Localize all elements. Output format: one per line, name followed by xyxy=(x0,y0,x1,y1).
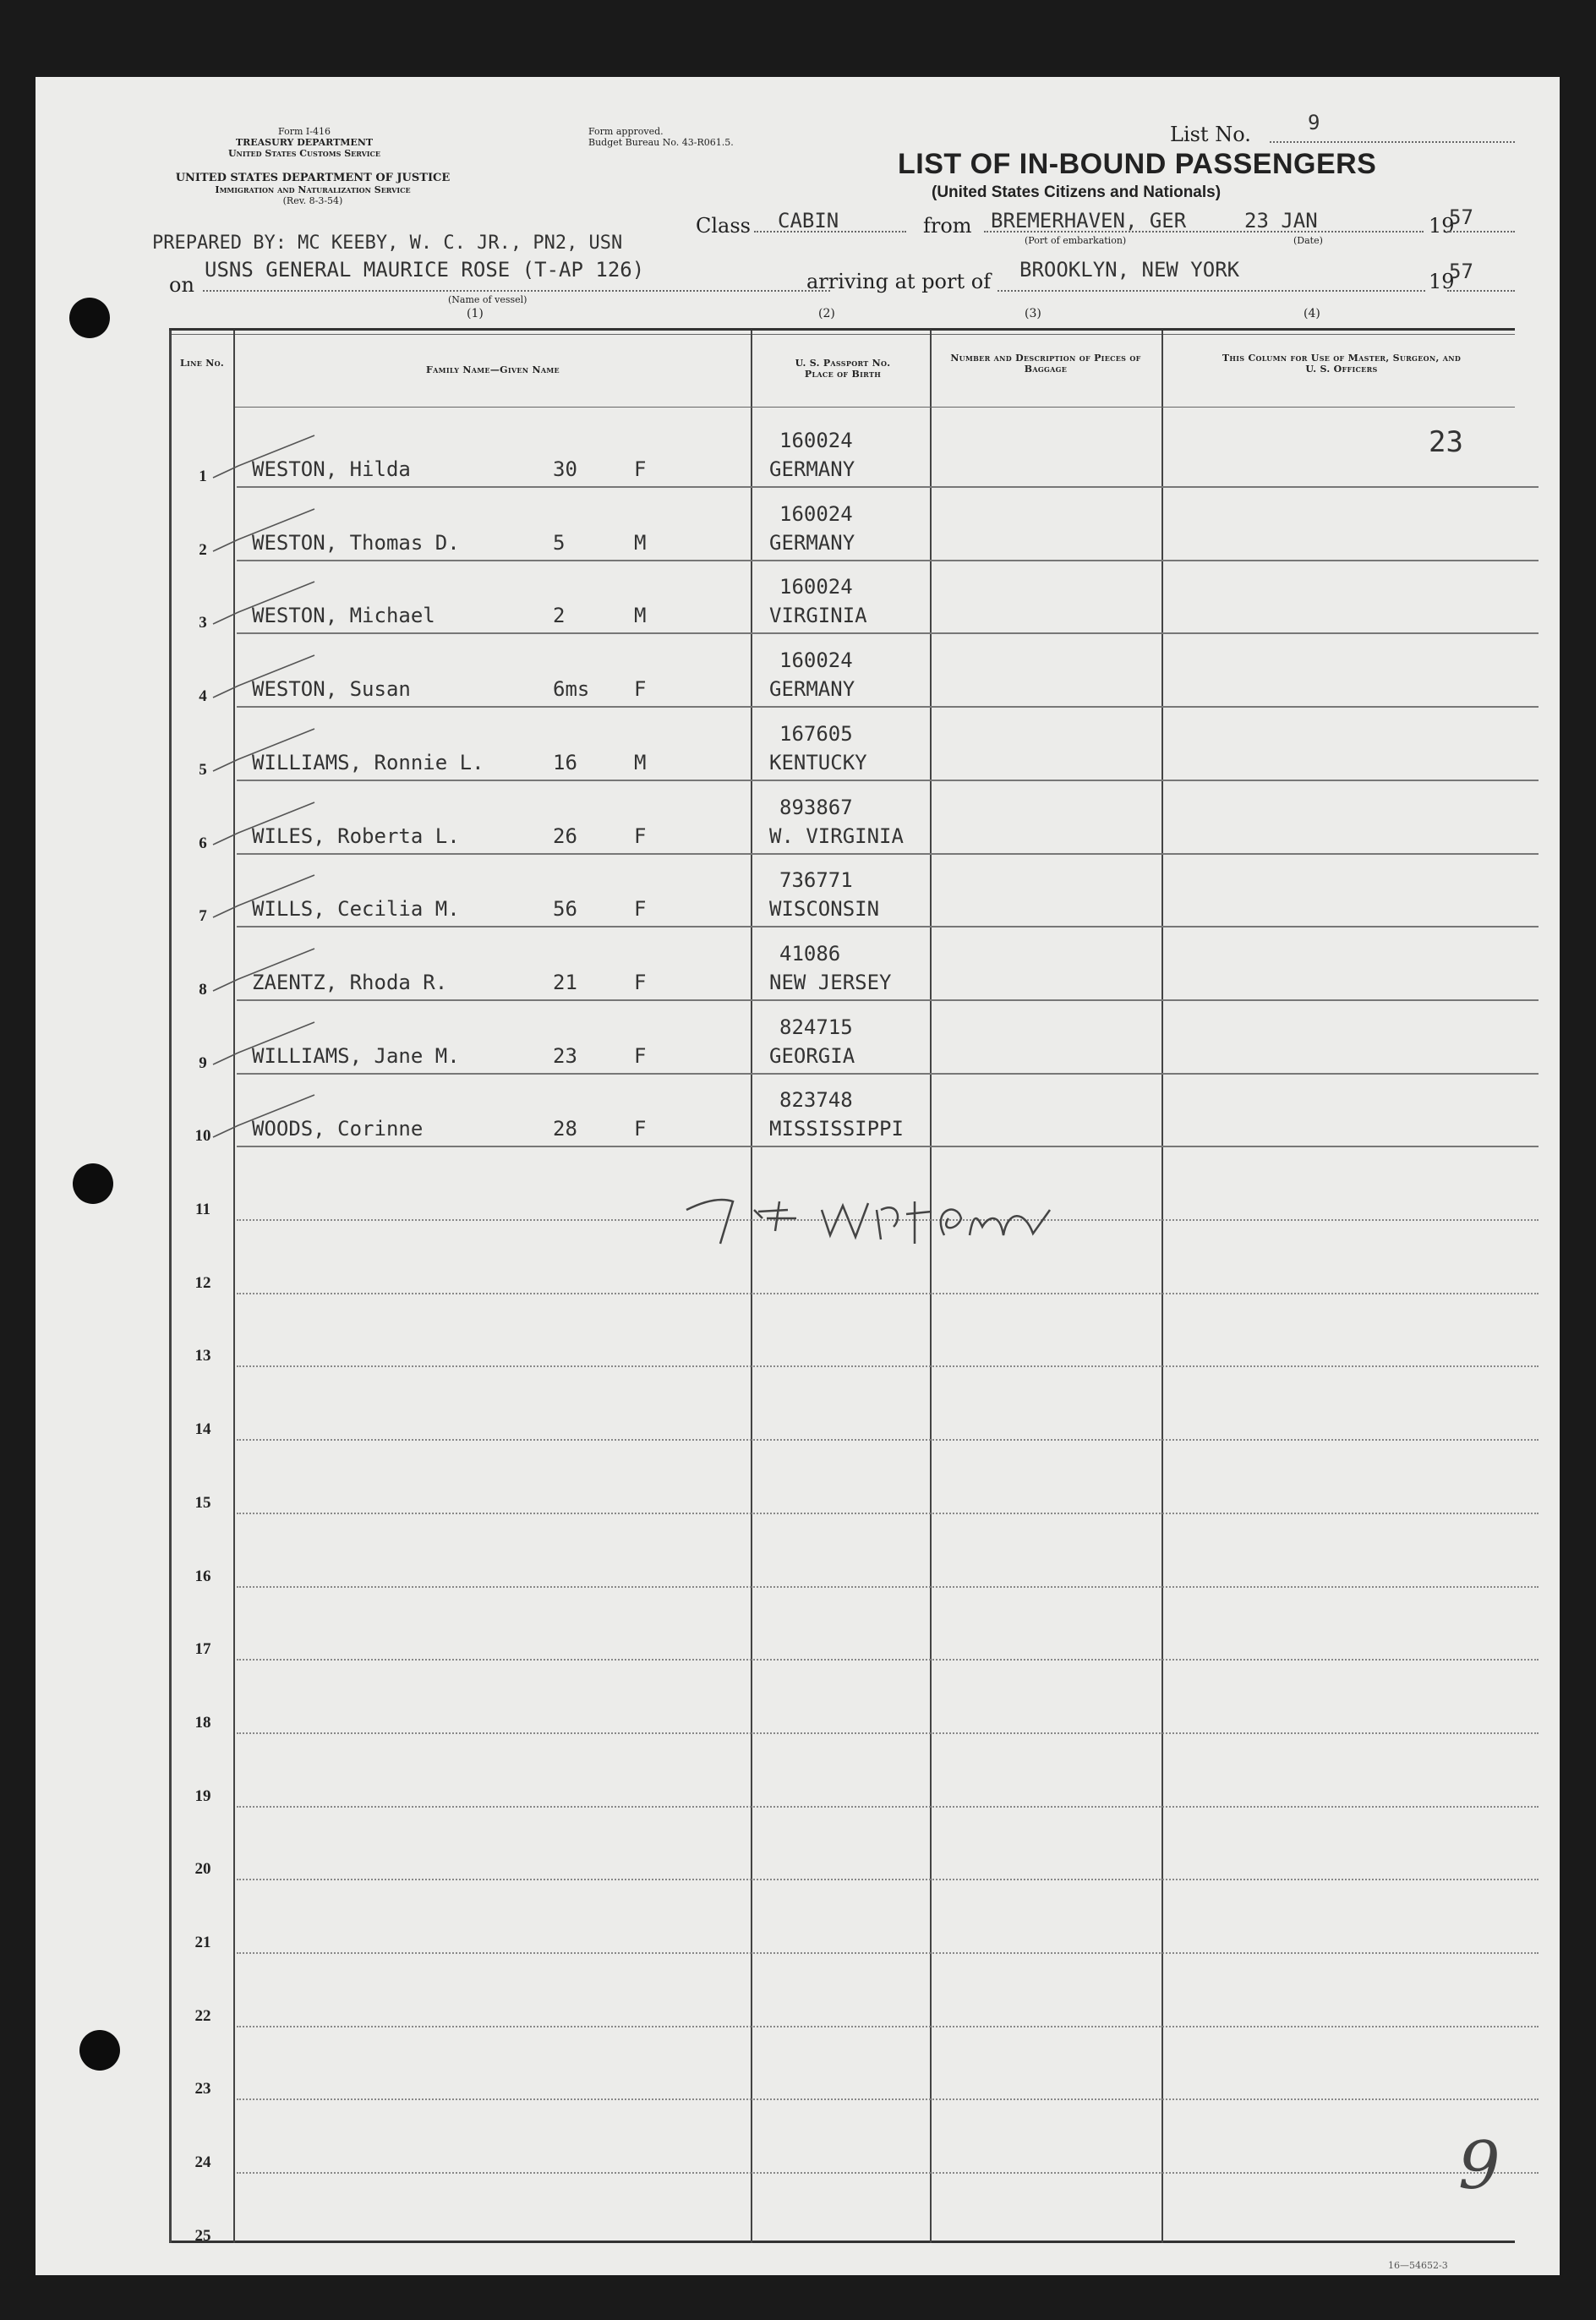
row-rule xyxy=(237,853,1539,855)
line-number: 20 xyxy=(194,1860,211,1878)
row-rule xyxy=(237,1513,1539,1514)
table-bottom-border xyxy=(169,2241,1515,2243)
arrival-year-prefix: 19 xyxy=(1429,270,1455,293)
row-rule xyxy=(237,1586,1539,1588)
birthplace: GERMANY xyxy=(769,457,855,481)
passport-number: 167605 xyxy=(779,722,853,746)
passport-number: 160024 xyxy=(779,648,853,672)
col-divider-passport xyxy=(930,331,932,2243)
row-rule xyxy=(237,2026,1539,2027)
from-year-line xyxy=(1447,231,1515,233)
punch-hole-top xyxy=(69,298,110,338)
col-number-3: (3) xyxy=(1025,307,1041,320)
row-rule xyxy=(237,1073,1539,1075)
arriving-label: arriving at port of xyxy=(806,270,992,293)
passenger-sex: F xyxy=(634,971,647,994)
tick-mark xyxy=(205,719,331,778)
budget-bureau: Budget Bureau No. 43-R061.5. xyxy=(588,137,734,148)
officer-note: 23 xyxy=(1429,425,1463,459)
tick-mark xyxy=(205,1012,331,1071)
tick-mark xyxy=(205,425,331,484)
port-caption: (Port of embarkation) xyxy=(1025,235,1127,246)
arrival-year-line xyxy=(1447,290,1515,292)
line-number: 24 xyxy=(194,2153,211,2171)
punch-hole-middle xyxy=(73,1163,113,1204)
customs-service: United States Customs Service xyxy=(227,148,381,159)
line-number: 11 xyxy=(195,1201,210,1218)
passenger-sex: F xyxy=(634,824,647,848)
line-number: 10 xyxy=(194,1127,211,1145)
immigration-service: Immigration and Naturalization Service xyxy=(215,184,411,195)
from-label: from xyxy=(923,214,972,238)
line-number: 14 xyxy=(194,1420,211,1438)
row-rule xyxy=(237,1439,1539,1441)
from-year-suffix: 57 xyxy=(1449,205,1473,229)
birthplace: GERMANY xyxy=(769,531,855,555)
line-number: 6 xyxy=(199,834,207,852)
line-number: 12 xyxy=(194,1274,211,1292)
birthplace: GEORGIA xyxy=(769,1044,855,1068)
table-left-border xyxy=(169,331,172,2243)
col-divider-baggage xyxy=(1161,331,1163,2243)
passport-number: 893867 xyxy=(779,796,853,819)
revision-date: (Rev. 8-3-54) xyxy=(282,195,343,206)
handwritten-signature xyxy=(678,1159,1236,1261)
passenger-age: 16 xyxy=(553,751,577,774)
birthplace: NEW JERSEY xyxy=(769,971,892,994)
birthplace: MISSISSIPPI xyxy=(769,1117,904,1141)
col-header-baggage: Number and Description of Pieces of Baggage xyxy=(950,353,1141,375)
line-number: 1 xyxy=(199,468,207,485)
row-rule xyxy=(237,1659,1539,1661)
passenger-age: 28 xyxy=(553,1117,577,1141)
list-no-label: List No. xyxy=(1170,123,1251,146)
passenger-name: WESTON, Thomas D. xyxy=(252,531,460,555)
passenger-sex: F xyxy=(634,1044,647,1068)
passenger-name: WILES, Roberta L. xyxy=(252,824,460,848)
col-header-name: Family Name—Given Name xyxy=(426,364,560,375)
justice-department: UNITED STATES DEPARTMENT OF JUSTICE xyxy=(175,172,451,184)
passenger-name: WILLIAMS, Jane M. xyxy=(252,1044,460,1068)
passport-number: 160024 xyxy=(779,502,853,526)
passenger-age: 30 xyxy=(553,457,577,481)
col-header-line-no: Line No. xyxy=(180,358,224,369)
tick-mark xyxy=(205,572,331,631)
line-number: 3 xyxy=(199,614,207,632)
line-number: 22 xyxy=(194,2007,211,2025)
embarkation-date: 23 JAN xyxy=(1244,209,1318,233)
vessel-caption: (Name of vessel) xyxy=(448,294,527,305)
arrival-port: BROOKLYN, NEW YORK xyxy=(1019,258,1240,282)
birthplace: VIRGINIA xyxy=(769,604,867,627)
birthplace: WISCONSIN xyxy=(769,897,880,921)
line-number: 23 xyxy=(194,2080,211,2098)
row-rule xyxy=(237,1732,1539,1734)
form-number: Form I-416 xyxy=(278,126,331,137)
vessel-name: USNS GENERAL MAURICE ROSE (T-AP 126) xyxy=(205,258,645,282)
list-no-line xyxy=(1270,141,1515,143)
vessel-line xyxy=(203,290,830,292)
arrival-year-suffix: 57 xyxy=(1449,260,1473,283)
footer-code: 16—54652-3 xyxy=(1388,2260,1448,2271)
line-number: 5 xyxy=(199,761,207,779)
tick-mark xyxy=(205,865,331,924)
line-number: 9 xyxy=(199,1054,207,1072)
passenger-age: 26 xyxy=(553,824,577,848)
tick-mark xyxy=(205,792,331,851)
passenger-sex: F xyxy=(634,1117,647,1141)
row-rule xyxy=(237,999,1539,1001)
line-number: 13 xyxy=(194,1347,211,1365)
arrival-line xyxy=(998,290,1425,292)
birthplace: KENTUCKY xyxy=(769,751,867,774)
passport-number: 41086 xyxy=(779,942,841,966)
treasury-department: TREASURY DEPARTMENT xyxy=(235,137,374,148)
passenger-name: WESTON, Michael xyxy=(252,604,435,627)
table-top-border-2 xyxy=(169,334,1515,335)
from-line xyxy=(984,231,1424,233)
class-value: CABIN xyxy=(778,209,839,233)
form-subtitle: (United States Citizens and Nationals) xyxy=(932,183,1222,201)
line-number: 16 xyxy=(194,1568,211,1585)
passport-number: 824715 xyxy=(779,1015,853,1039)
birthplace: W. VIRGINIA xyxy=(769,824,904,848)
tick-mark xyxy=(205,499,331,558)
tick-mark xyxy=(205,645,331,704)
row-rule xyxy=(237,1952,1539,1954)
line-number: 4 xyxy=(199,687,207,705)
on-label: on xyxy=(169,273,194,297)
row-rule xyxy=(237,1365,1539,1367)
col-number-1: (1) xyxy=(467,307,484,320)
handwritten-page-number: 9 xyxy=(1458,2128,1500,2204)
passenger-name: WILLIAMS, Ronnie L. xyxy=(252,751,484,774)
line-number: 15 xyxy=(194,1494,211,1512)
line-number: 7 xyxy=(199,907,207,925)
passenger-age: 23 xyxy=(553,1044,577,1068)
row-rule xyxy=(237,2098,1539,2100)
line-number: 21 xyxy=(194,1934,211,1951)
passenger-name: WOODS, Corinne xyxy=(252,1117,424,1141)
passport-number: 736771 xyxy=(779,868,853,892)
passport-number: 823748 xyxy=(779,1088,853,1112)
col-header-passport: U. S. Passport No. Place of Birth xyxy=(795,358,891,380)
list-no-value: 9 xyxy=(1308,111,1320,134)
row-rule xyxy=(237,486,1539,488)
row-rule xyxy=(237,1293,1539,1294)
passenger-sex: F xyxy=(634,457,647,481)
passenger-name: WESTON, Susan xyxy=(252,677,411,701)
form-approved: Form approved. xyxy=(588,126,664,137)
col-divider-name xyxy=(751,331,752,2243)
header-bottom-line xyxy=(235,407,1515,408)
row-rule xyxy=(237,706,1539,708)
passenger-age: 5 xyxy=(553,531,566,555)
col-header-officers: This Column for Use of Master, Surgeon, and U. S. Officers xyxy=(1222,353,1462,375)
line-number: 18 xyxy=(194,1714,211,1732)
tick-mark xyxy=(205,1085,331,1144)
line-number: 17 xyxy=(194,1640,211,1658)
passenger-sex: F xyxy=(634,897,647,921)
line-number: 8 xyxy=(199,981,207,999)
passenger-name: WILLS, Cecilia M. xyxy=(252,897,460,921)
col-number-2: (2) xyxy=(818,307,835,320)
row-rule xyxy=(237,780,1539,781)
row-rule xyxy=(237,926,1539,927)
passenger-age: 6ms xyxy=(553,677,590,701)
passenger-age: 56 xyxy=(553,897,577,921)
birthplace: GERMANY xyxy=(769,677,855,701)
table-top-border xyxy=(169,328,1515,331)
passenger-sex: M xyxy=(634,531,647,555)
line-number: 2 xyxy=(199,541,207,559)
passenger-sex: M xyxy=(634,751,647,774)
row-rule xyxy=(237,1879,1539,1880)
form-title: LIST OF IN-BOUND PASSENGERS xyxy=(898,148,1377,180)
line-number: 25 xyxy=(194,2227,211,2245)
prepared-by: PREPARED BY: MC KEEBY, W. C. JR., PN2, USN xyxy=(152,233,623,254)
from-year-prefix: 19 xyxy=(1429,214,1455,238)
punch-hole-bottom xyxy=(79,2030,120,2071)
passenger-age: 2 xyxy=(553,604,566,627)
passenger-sex: M xyxy=(634,604,647,627)
row-rule xyxy=(237,560,1539,561)
class-label: Class xyxy=(696,214,751,238)
row-rule xyxy=(237,632,1539,634)
tick-mark xyxy=(205,938,331,998)
date-caption: (Date) xyxy=(1293,235,1323,246)
passenger-age: 21 xyxy=(553,971,577,994)
embarkation-port: BREMERHAVEN, GER xyxy=(991,209,1187,233)
line-number: 19 xyxy=(194,1787,211,1805)
row-rule xyxy=(237,2172,1539,2174)
col-number-4: (4) xyxy=(1304,307,1320,320)
passport-number: 160024 xyxy=(779,429,853,452)
row-rule xyxy=(237,1806,1539,1808)
passenger-name: ZAENTZ, Rhoda R. xyxy=(252,971,448,994)
passenger-sex: F xyxy=(634,677,647,701)
form-page xyxy=(36,77,1560,2275)
class-line xyxy=(754,231,906,233)
passenger-name: WESTON, Hilda xyxy=(252,457,411,481)
passport-number: 160024 xyxy=(779,575,853,599)
row-rule xyxy=(237,1146,1539,1147)
